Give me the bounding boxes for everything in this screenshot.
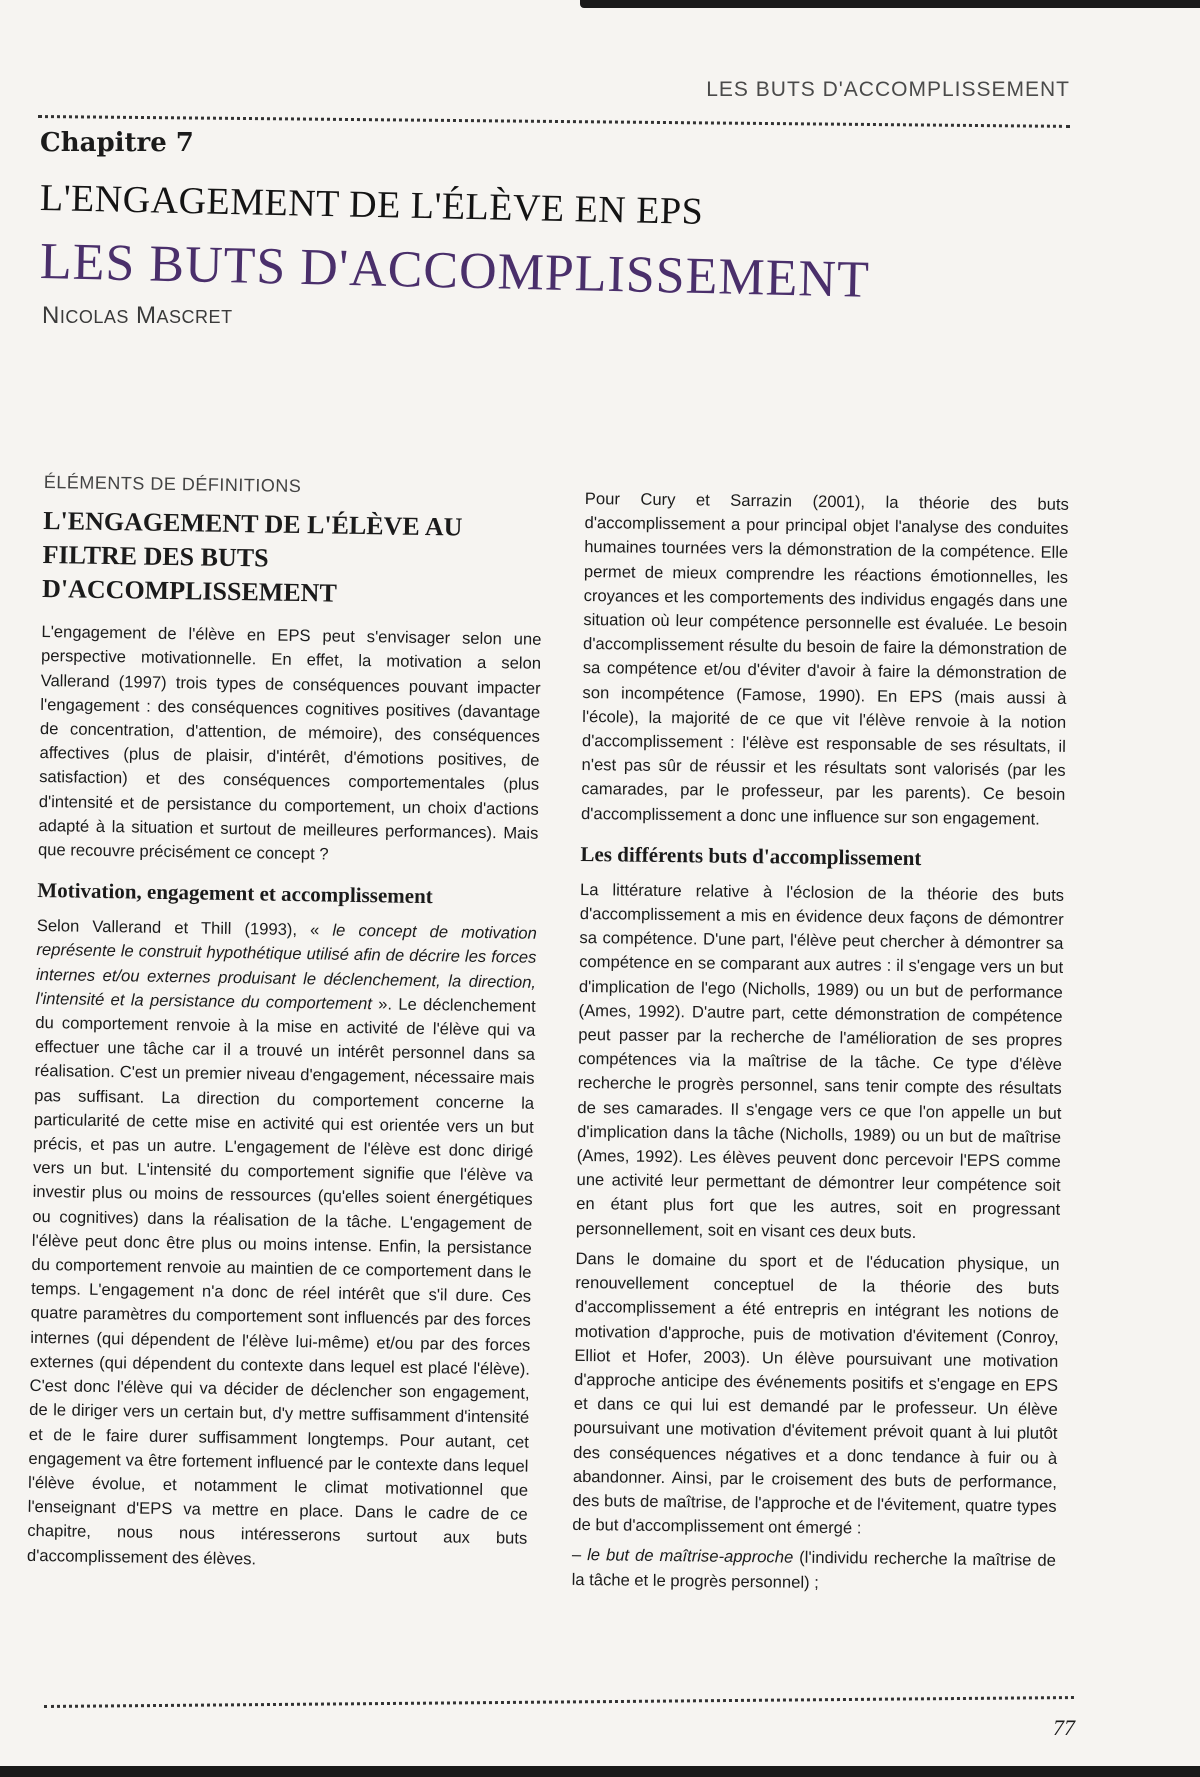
author-first-initial: N: [42, 302, 60, 329]
section-title: L'ENGAGEMENT DE L'ÉLÈVE AU FILTRE DES BUTS D'ACCOMPLISSEMENT: [41, 506, 463, 608]
subheading-buts: Les différents buts d'accomplissement: [580, 841, 922, 870]
list-rest: (l'individu recherche la maîtrise de la tâche et le progrès personnel) ;: [571, 1547, 1057, 1592]
dotted-rule-top: [38, 115, 1070, 128]
list-item: [572, 1543, 1057, 1597]
author-last-rest: ASCRET: [156, 307, 233, 327]
right-column: [571, 487, 1069, 1604]
intro-paragraph: L'engagement de l'élève en EPS peut s'envisager selon une perspective motivationnelle. En effet, la motivation a selon Vallerand (1997) trois types de conséquences pouvant impacter l'engagement : des conséquences cognitives positives (davantage de concentration, d'attention, de mémoire), des conséquences affectives (plus de plaisir, d'intérêt, d'émotions positives, de satisfaction) et des conséquences comportementales (plus d'intensité et de persistance du comportement, un choix d'actions adapté à la situation et surtout de meilleures performances). Mais que recouvre précisément ce concept ?: [37, 622, 542, 864]
author-last-initial: M: [136, 302, 157, 329]
author-name: [42, 302, 233, 330]
paragraph-litterature: La littérature relative à l'éclosion de la théorie des buts d'accomplissement a mis en évidence deux façons de démontrer sa compétence. D'une part, l'élève peut chercher à démontrer sa compétence en se comparant aux autres : il s'engage vers un but d'implication de l'ego (Nicholls, 1989) ou un but de performance (Ames, 1992). D'autre part, cette démonstration de compétence peut passer par la recherche de l'amélioration de ses propres compétences via la maîtrise de la tâche. Ce type d'élève recherche le progrès personnel, sans tenir compte des résultats de ses camarades. Il s'engage vers ce que l'on appelle un but d'implication dans la tâche (Nicholls, 1989) ou un but de maîtrise (Ames, 1992). Les élèves peuvent donc percevoir l'EPS comme une activité leur permettant de démontrer leur compétence soit en étant plus fort que les autres, soit en progressant personnellement, soit en visant ces deux buts.: [575, 879, 1065, 1242]
scan-edge-bottom: [0, 1766, 1200, 1777]
list-dash: –: [571, 1545, 588, 1565]
paragraph-cury: Pour Cury et Sarrazin (2001), la théorie des buts d'accomplissement a pour principal objet l'analyse des conduites humaines tournées vers la démonstration de la compétence. Elle permet de mieux comprendre les réactions émotionnelles, les croyances et les comportements des individus engagés dans une situation où leur compétence personnelle est évaluée. Le besoin d'accomplissement résulte du besoin de faire la démonstration de sa compétence et/ou d'éviter d'avoir à faire la démonstration de son incompétence (Famose, 1990). En EPS (mais aussi à l'école), la majorité de ce que vit l'élève renvoie à la notion d'accomplissement : l'élève est responsable de ses résultats, il n'est pas sûr de réussir et les résultats sont valorisés (par les camarades, par le professeur, par les parents). Ce besoin d'accomplissement a donc une influence sur son engagement.: [580, 488, 1069, 829]
body-paragraph: [27, 914, 537, 1575]
running-head: LES BUTS D'ACCOMPLISSEMENT: [706, 78, 1070, 101]
author-first-rest: ICOLAS: [59, 307, 129, 327]
chapter-title-line1: L'ENGAGEMENT DE L'ÉLÈVE EN EPS: [39, 177, 704, 233]
dotted-rule-bottom: [44, 1696, 1074, 1708]
chapter-title-line2: LES BUTS D'ACCOMPLISSEMENT: [39, 233, 871, 309]
paragraph-sport: Dans le domaine du sport et de l'éducation physique, un renouvellement conceptuel de la théorie des buts d'accomplissement a été entrepris en intégrant les notions de motivation d'approche, puis de motivation d'évitement (Conroy, Elliot et Hofer, 2003). Un élève poursuivant une motivation d'approche anticipe des événements positifs et s'engage en EPS et dans ce qui lui est demandé par le professeur. Un élève poursuivant une motivation d'évitement prévoit quant à lui plutôt des conséquences négatives et a donc tendance à fuir ou à abandonner. Ainsi, par le croisement des buts de performance, des buts de maîtrise, de l'approche et de l'évitement, quatre types de but d'accomplissement ont émergé :: [572, 1248, 1060, 1538]
list-term: le but de maîtrise-approche: [587, 1545, 794, 1567]
body-rest: ». Le déclenchement du comportement renvoie à la mise en activité de l'élève qui va effectuer une tâche car il a trouvé un intérêt personnel dans sa réalisation. C'est un premier niveau d'engagement, nécessaire mais pas suffisant. La direction du comportement concerne la particularité de cette mise en activité qui est orientée vers un but précis, et pas un autre. L'engagement de l'élève est donc dirigé vers un but. L'intensité du comportement signifie que l'élève va investir plus ou moins de ressources (qu'elles soient énergétiques ou cognitives) dans la réalisation de la tâche. L'engagement de l'élève peut donc être plus ou moins intense. Enfin, la persistance du comportement renvoie au maintien de ce comportement dans le temps. L'engagement n'a donc de réel intérêt que s'il dure. Ces quatre paramètres du comportement sont influencés par des forces internes (qui dépendent de l'élève lui-même) et/ou par des forces externes (qui dépendent du contexte dans lequel est placé l'élève). C'est donc l'élève qui va décider de déclencher son engagement, de le diriger vers un certain but, d'y mettre suffisamment d'intensité et de le faire durer suffisamment longtemps. Pour autant, cet engagement va être fortement influencé par le contexte dans lequel l'élève évolue, et notamment le climat motivationnel que l'enseignant d'EPS va mettre en place. Dans le cadre de ce chapitre, nous nous intéresserons surtout aux buts d'accomplissement des élèves.: [26, 994, 536, 1568]
subheading-motivation: Motivation, engagement et accomplissement: [37, 878, 433, 909]
left-column: [27, 470, 544, 1581]
scan-edge-top: [580, 0, 1200, 8]
body-quote: le concept de motivation représente le construit hypothétique utilisé afin de décrire les forces internes et/ou externes produisant le déclenchement, la direction, l'intensité et la persistance du comportement: [35, 920, 537, 1014]
section-label: ÉLÉMENTS DE DÉFINITIONS: [43, 471, 302, 497]
page-number: 77: [1053, 1715, 1075, 1740]
body-start: Selon Vallerand et Thill (1993), «: [36, 916, 333, 940]
chapter-label: Chapitre 7: [40, 128, 194, 158]
